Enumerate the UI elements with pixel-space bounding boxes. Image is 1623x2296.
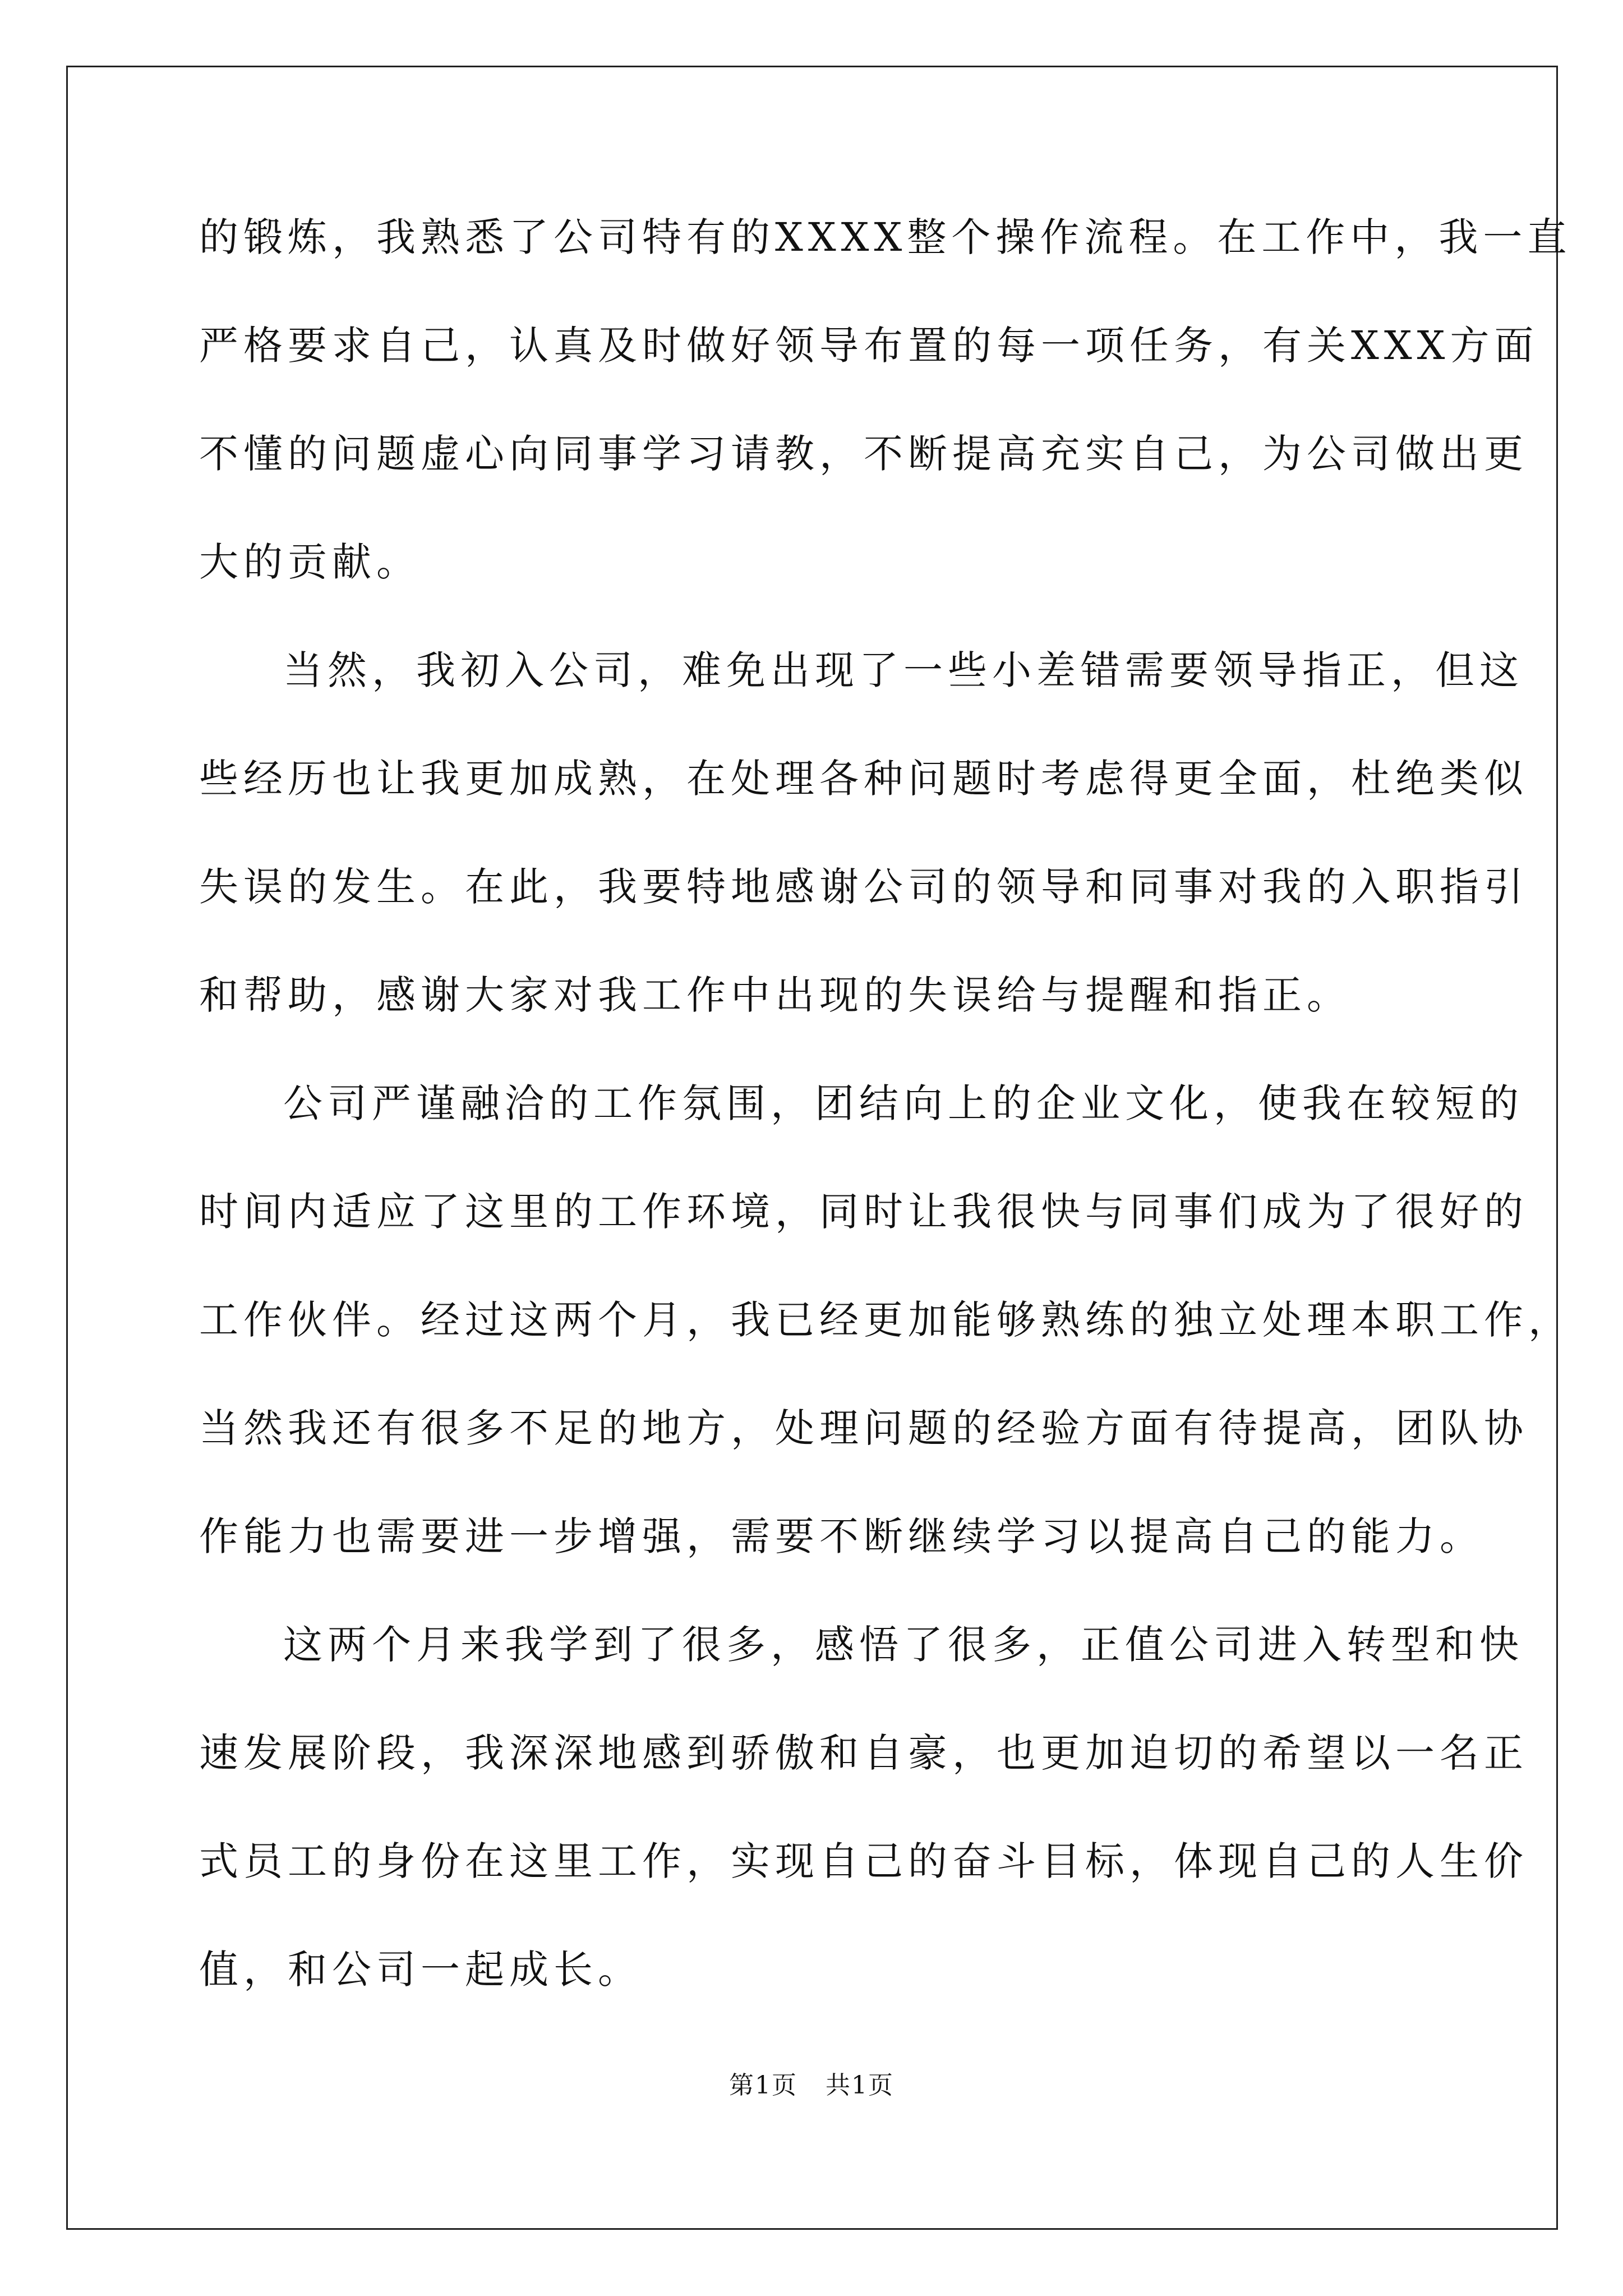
text-line: 工作伙伴。经过这两个月，我已经更加能够熟练的独立处理本职工作， xyxy=(199,1297,1573,1343)
document-body xyxy=(199,214,1573,2058)
text-line: 公司严谨融洽的工作氛围，团结向上的企业文化，使我在较短的 xyxy=(283,1080,1524,1126)
text-line: 速发展阶段，我深深地感到骄傲和自豪，也更加迫切的希望以一名正 xyxy=(199,1730,1528,1776)
text-line: 这两个月来我学到了很多，感悟了很多，正值公司进入转型和快 xyxy=(283,1622,1524,1668)
page-number: 第1页 xyxy=(729,2071,797,2100)
text-line: 失误的发生。在此，我要特地感谢公司的领导和同事对我的入职指引 xyxy=(199,864,1528,910)
text-line: 时间内适应了这里的工作环境，同时让我很快与同事们成为了很好的 xyxy=(199,1189,1528,1235)
text-line: 作能力也需要进一步增强，需要不断继续学习以提高自己的能力。 xyxy=(199,1513,1484,1559)
page-total: 共1页 xyxy=(826,2071,894,2100)
text-line: 和帮助，感谢大家对我工作中出现的失误给与提醒和指正。 xyxy=(199,972,1351,1018)
text-line: 值，和公司一起成长。 xyxy=(199,1947,642,1993)
text-line: 严格要求自己，认真及时做好领导布置的每一项任务，有关XXX方面 xyxy=(199,323,1539,369)
text-line: 的锻炼，我熟悉了公司特有的XXXX整个操作流程。在工作中，我一直 xyxy=(199,214,1572,260)
text-line: 当然，我初入公司，难免出现了一些小差错需要领导指正，但这 xyxy=(283,647,1524,693)
text-line: 当然我还有很多不足的地方，处理问题的经验方面有待提高，团队协 xyxy=(199,1405,1528,1451)
text-line: 不懂的问题虚心向同事学习请教，不断提高充实自己，为公司做出更 xyxy=(199,431,1528,477)
page-footer xyxy=(0,2071,1623,2100)
text-line: 式员工的身份在这里工作，实现自己的奋斗目标，体现自己的人生价 xyxy=(199,1838,1528,1884)
text-line: 些经历也让我更加成熟，在处理各种问题时考虑得更全面，杜绝类似 xyxy=(199,756,1528,802)
text-line: 大的贡献。 xyxy=(199,539,421,585)
